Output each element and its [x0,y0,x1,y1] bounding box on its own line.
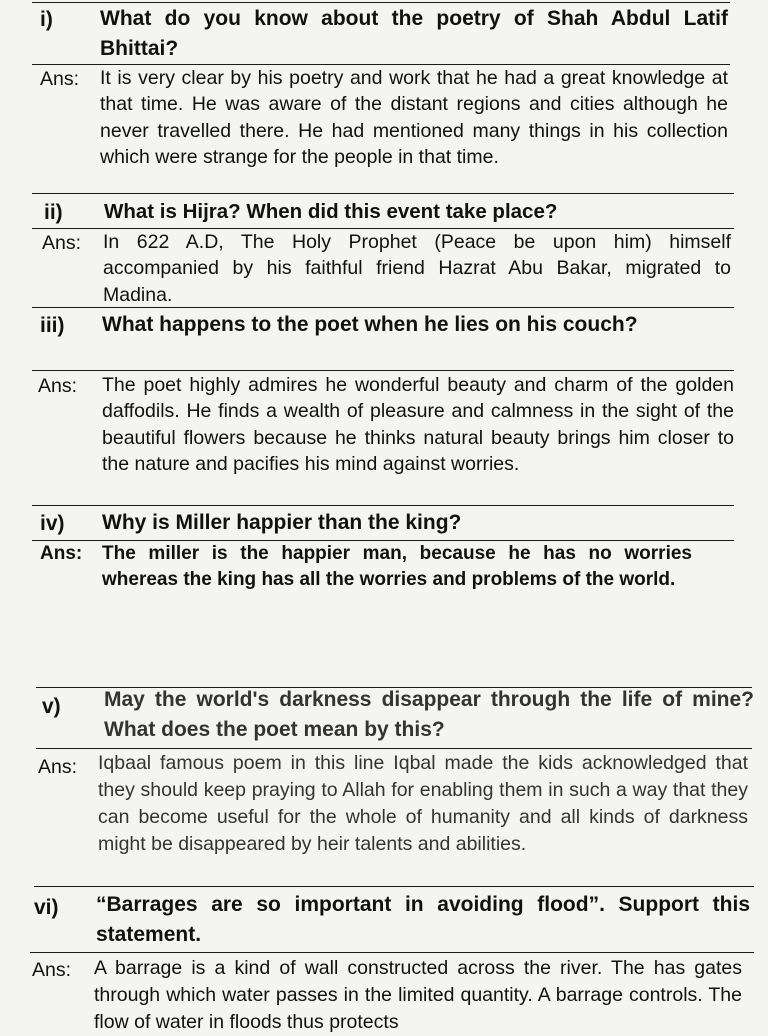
question-number: vi) [34,896,59,919]
divider [36,748,752,749]
question-number: i) [40,8,53,31]
answer-label: Ans: [42,232,82,254]
answer-label: Ans: [38,756,78,778]
question-text: May the world's darkness disappear through the life of mine? What does the poet mean by this? [104,688,754,741]
divider [32,505,734,506]
question-text: “Barrages are so important in avoiding flood”. Support this statement. [96,893,750,946]
question-text: What happens to the poet when he lies on his couch? [102,313,638,336]
answer-text: A barrage is a kind of wall constructed across the river. The has gates through which water passes in the limited quantity. A barrage controls. The flow of water in floods thus protects [94,957,742,1033]
answer-label: Ans: [40,543,83,564]
question-text: Why is Miller happier than the king? [102,511,462,534]
answer-text: It is very clear by his poetry and work that he had a great knowledge at that time. He was aware of the distant regions and cities although he never travelled there. He had mentioned many things in his collection which were strange for the people in that time. [100,67,728,168]
question-text: What is Hijra? When did this event take place? [104,200,558,223]
divider [32,2,730,3]
question-number: v) [42,695,61,718]
answer-text: Iqbaal famous poem in this line Iqbal made the kids acknowledged that they should keep praying to Allah for enabling them in such a way that they can become useful for the whole of humanity and all kinds of darkness might be disappeared by heir talents and abilities. [98,752,748,855]
question-number: ii) [44,201,63,224]
answer-label: Ans: [38,375,78,397]
answer-label: Ans: [40,68,80,90]
answer-text: The miller is the happier man, because he has no worries whereas the king has all the worries and problems of the world. [102,543,692,591]
question-number: iv) [40,512,65,535]
divider [34,886,754,887]
question-number: iii) [40,314,65,337]
question-text: What do you know about the poetry of Shah Abdul Latif Bhittai? [100,7,728,60]
answer-text: The poet highly admires he wonderful beauty and charm of the golden daffodils. He finds a wealth of pleasure and calmness in the sight of the beautiful flowers because he thinks natural beauty brings him closer to the nature and pacifies his mind against worries. [102,374,734,475]
answer-text: In 622 A.D, The Holy Prophet (Peace be upon him) himself accompanied by his faithful friend Hazrat Abu Bakar, migrated to Madina. [103,231,731,306]
divider [32,370,734,371]
divider [30,952,754,953]
divider [32,193,734,194]
divider [32,307,734,308]
answer-label: Ans: [32,959,72,981]
